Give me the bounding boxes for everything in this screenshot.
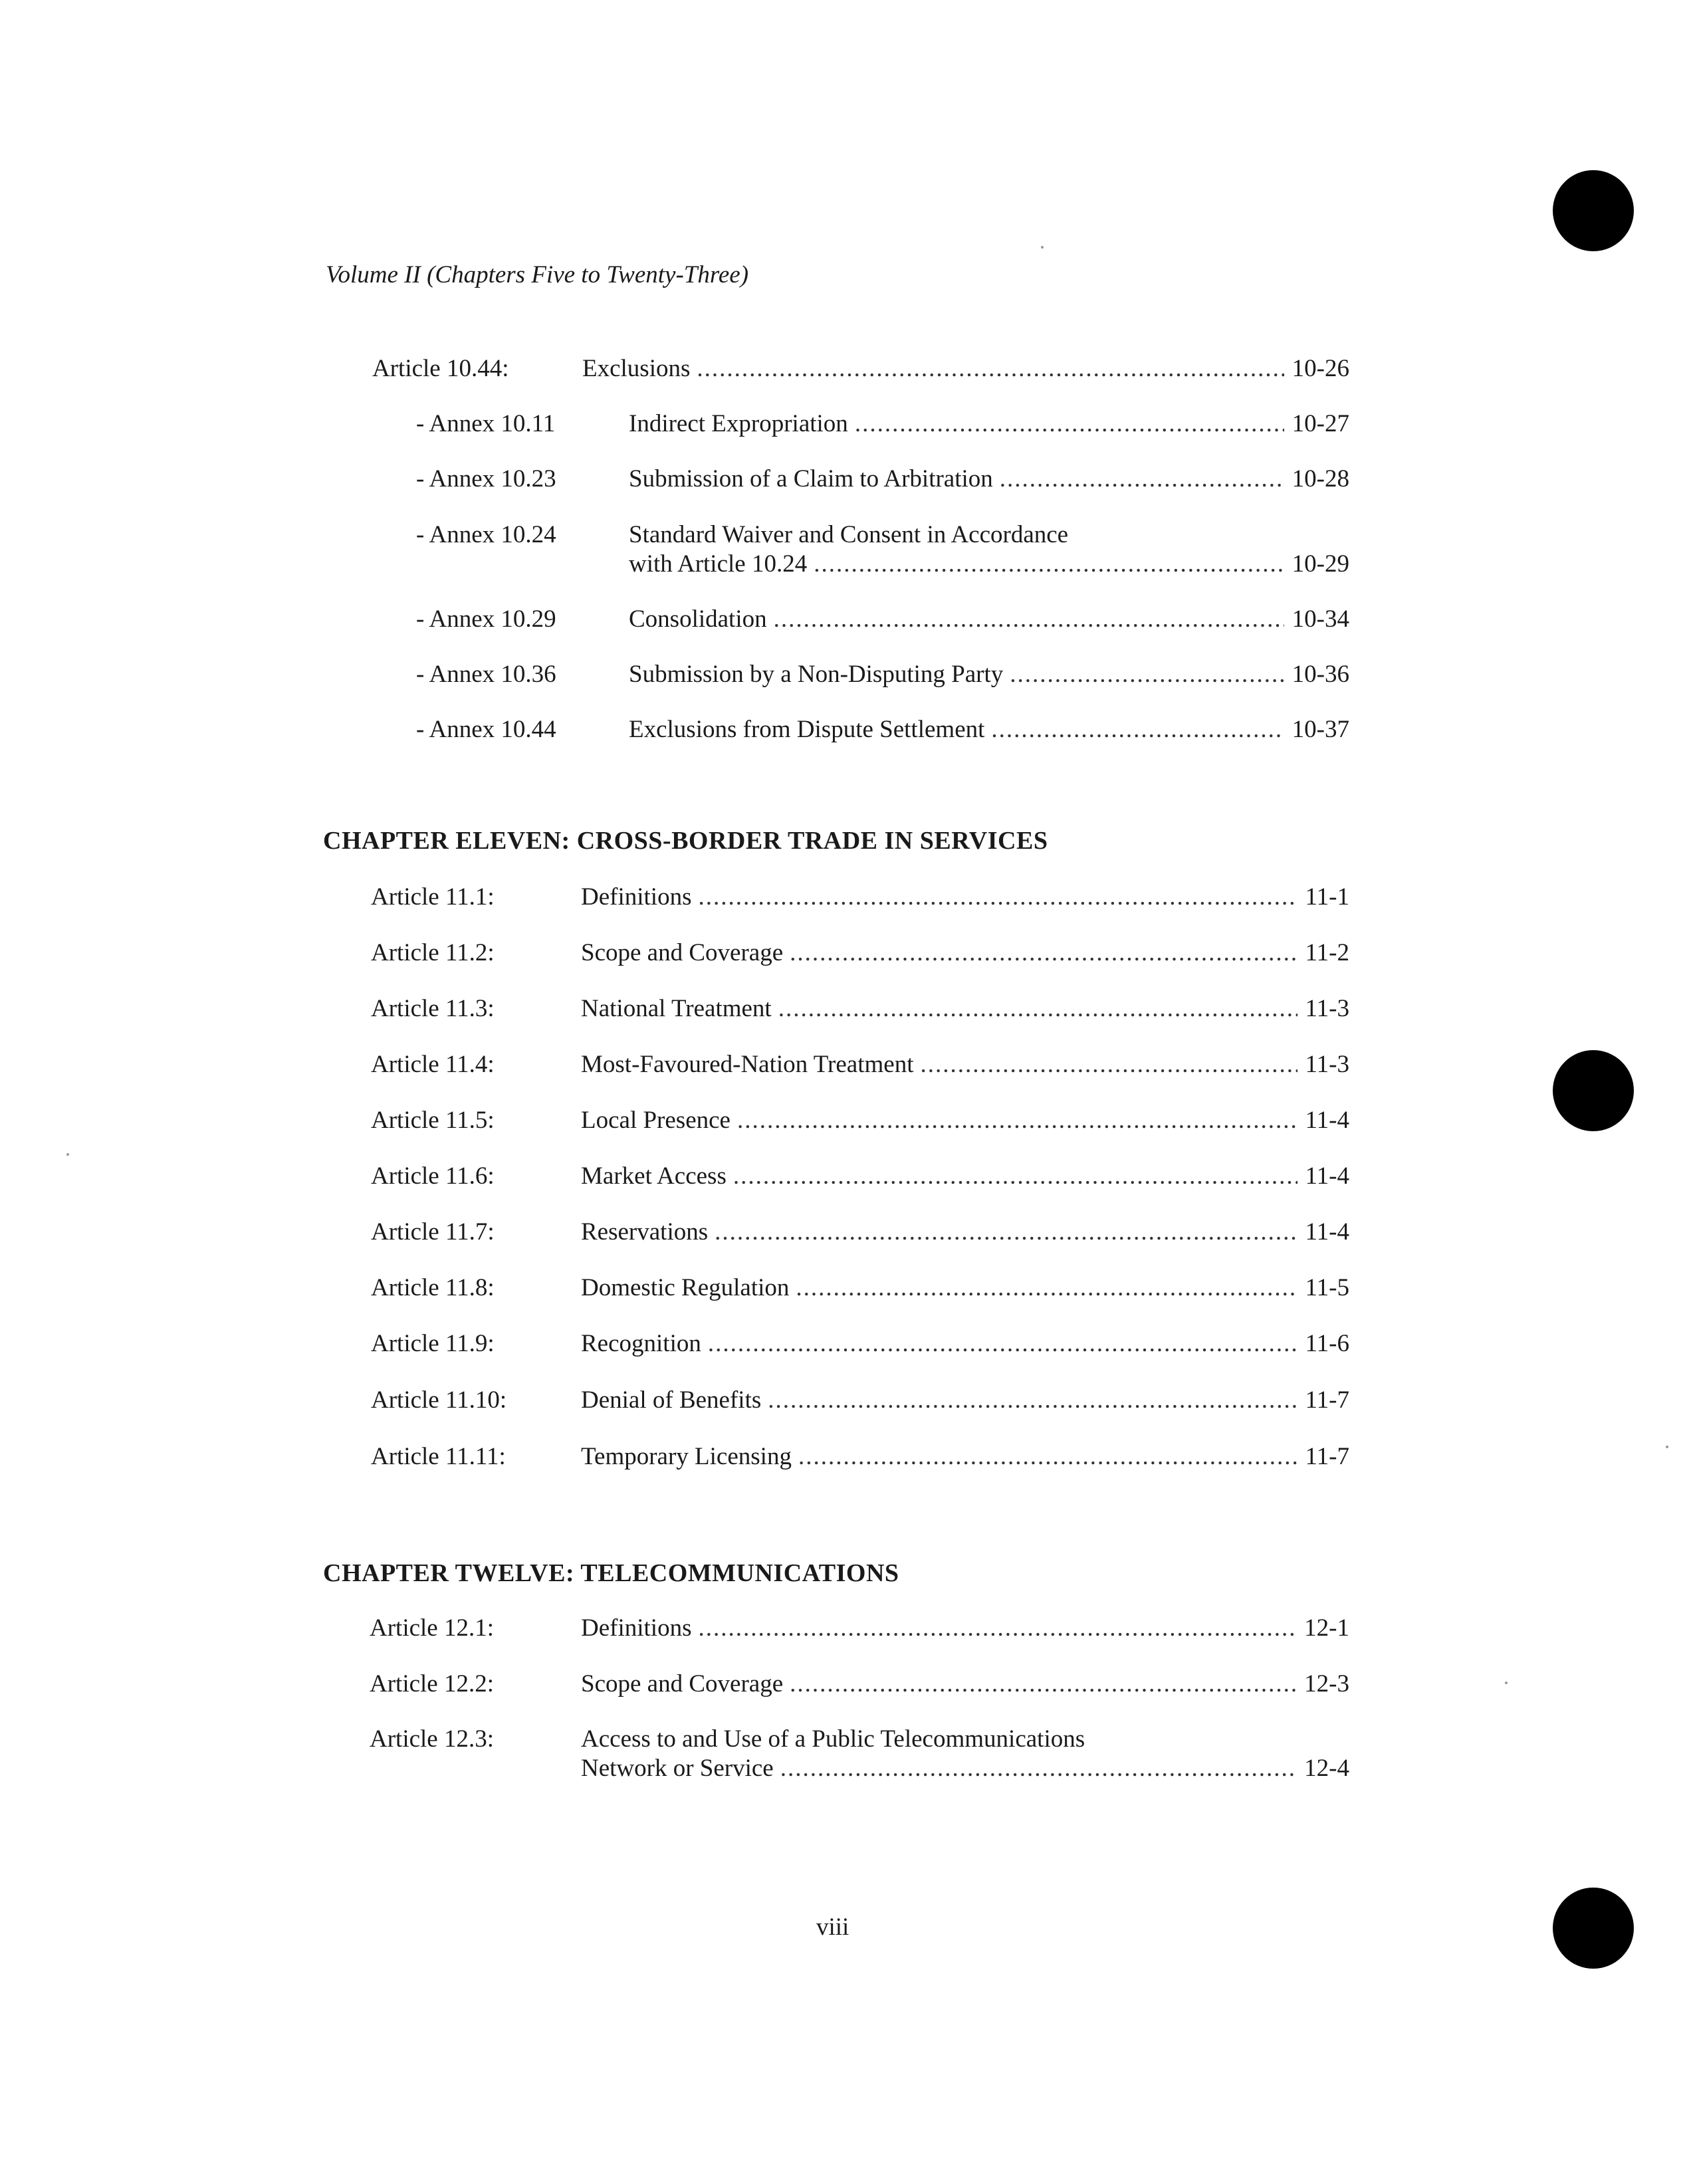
article-title-line1: Access to and Use of a Public Telecommunications — [581, 1725, 1085, 1753]
leader-dots — [855, 409, 1284, 439]
annex-title: Exclusions from Dispute Settlement — [629, 716, 985, 743]
binder-hole-middle — [1553, 1050, 1634, 1131]
toc-entry — [371, 1049, 1349, 1080]
article-title: Local Presence — [581, 1107, 731, 1134]
article-number: Article 11.9: — [371, 1330, 495, 1357]
leader-dots — [778, 994, 1298, 1024]
toc-entry — [370, 1725, 1349, 1784]
toc-entry — [371, 1329, 1349, 1359]
page-reference: 10-34 — [1292, 605, 1349, 633]
article-number: Article 11.5: — [371, 1107, 495, 1134]
toc-entry — [370, 1613, 1349, 1644]
annex-title-line1: Standard Waiver and Consent in Accordance — [629, 521, 1069, 548]
binder-hole-top — [1553, 170, 1634, 251]
toc-entry — [371, 1217, 1349, 1248]
chapter-heading: CHAPTER ELEVEN: CROSS-BORDER TRADE IN SERVICES — [323, 827, 1048, 855]
binder-hole-bottom — [1553, 1888, 1634, 1969]
page-number: viii — [816, 1913, 849, 1941]
toc-entry — [416, 714, 1349, 745]
leader-dots — [698, 882, 1297, 913]
page-reference: 11-7 — [1305, 1443, 1349, 1470]
toc-entry — [371, 882, 1349, 913]
annex-number: - Annex 10.44 — [416, 716, 556, 743]
toc-entry — [416, 659, 1349, 690]
leader-dots — [790, 938, 1297, 968]
article-number: Article 11.10: — [371, 1386, 507, 1414]
page-reference: 11-5 — [1305, 1274, 1349, 1301]
page-reference: 10-37 — [1292, 716, 1349, 743]
toc-entry — [371, 938, 1349, 968]
leader-dots — [698, 1613, 1296, 1644]
annex-title: Submission of a Claim to Arbitration — [629, 465, 993, 492]
article-number: Article 11.11: — [371, 1443, 506, 1470]
page-reference: 11-4 — [1305, 1218, 1349, 1246]
toc-entry — [416, 409, 1349, 439]
scan-speck — [66, 1153, 69, 1156]
leader-dots — [798, 1442, 1298, 1472]
page-reference: 10-26 — [1292, 355, 1349, 382]
page-reference: 11-4 — [1305, 1107, 1349, 1134]
page-reference: 10-27 — [1292, 410, 1349, 437]
article-number: Article 11.8: — [371, 1274, 495, 1301]
article-number: Article 11.3: — [371, 995, 495, 1022]
leader-dots — [768, 1385, 1297, 1416]
article-number: Article 11.1: — [371, 883, 495, 911]
annex-title: Consolidation — [629, 605, 767, 633]
page-reference: 10-29 — [1292, 550, 1349, 578]
toc-entry — [416, 521, 1349, 580]
leader-dots — [697, 354, 1284, 384]
annex-title: with Article 10.24 — [629, 550, 808, 578]
article-title: Reservations — [581, 1218, 709, 1246]
article-number: Article 12.3: — [370, 1725, 495, 1753]
article-number: Article 12.2: — [370, 1670, 495, 1697]
annex-number: - Annex 10.36 — [416, 661, 556, 688]
page-reference: 11-6 — [1305, 1330, 1349, 1357]
article-title: Denial of Benefits — [581, 1386, 762, 1414]
leader-dots — [920, 1049, 1297, 1080]
article-title: Definitions — [581, 1614, 692, 1642]
toc-entry — [371, 1385, 1349, 1416]
annex-number: - Annex 10.23 — [416, 465, 556, 492]
article-number: Article 11.4: — [371, 1051, 495, 1078]
article-title: National Treatment — [581, 995, 772, 1022]
leader-dots — [814, 549, 1284, 580]
annex-number: - Annex 10.11 — [416, 410, 556, 437]
leader-dots — [774, 604, 1284, 635]
page-reference: 11-4 — [1305, 1162, 1349, 1190]
leader-dots — [737, 1105, 1298, 1136]
page-reference: 11-7 — [1305, 1386, 1349, 1414]
page-reference: 11-3 — [1305, 995, 1349, 1022]
page-reference: 10-28 — [1292, 465, 1349, 492]
chapter-heading: CHAPTER TWELVE: TELECOMMUNICATIONS — [323, 1559, 899, 1587]
article-title: Scope and Coverage — [581, 939, 784, 966]
page-reference: 11-2 — [1305, 939, 1349, 966]
article-title: Scope and Coverage — [581, 1670, 784, 1697]
annex-number: - Annex 10.24 — [416, 521, 556, 548]
leader-dots — [790, 1669, 1296, 1699]
leader-dots — [733, 1161, 1298, 1192]
article-number: Article 11.7: — [371, 1218, 495, 1246]
toc-entry — [370, 1669, 1349, 1699]
article-number: Article 11.6: — [371, 1162, 495, 1190]
leader-dots — [708, 1329, 1298, 1359]
article-title: Most-Favoured-Nation Treatment — [581, 1051, 914, 1078]
page-reference: 11-3 — [1305, 1051, 1349, 1078]
toc-entry — [371, 1105, 1349, 1136]
toc-entry — [371, 994, 1349, 1024]
toc-entry — [416, 464, 1349, 494]
article-number: Article 11.2: — [371, 939, 495, 966]
page-reference: 12-1 — [1304, 1614, 1349, 1642]
annex-title: Indirect Expropriation — [629, 410, 848, 437]
toc-entry — [371, 1273, 1349, 1303]
toc-entry — [371, 1442, 1349, 1472]
toc-entry — [416, 604, 1349, 635]
leader-dots — [796, 1273, 1297, 1303]
leader-dots — [780, 1753, 1296, 1784]
toc-entry — [372, 354, 1349, 384]
annex-title: Submission by a Non-Disputing Party — [629, 661, 1004, 688]
article-title: Market Access — [581, 1162, 727, 1190]
page-reference: 10-36 — [1292, 661, 1349, 688]
annex-number: - Annex 10.29 — [416, 605, 556, 633]
page-reference: 11-1 — [1305, 883, 1349, 911]
article-title: Definitions — [581, 883, 692, 911]
toc-entry — [371, 1161, 1349, 1192]
article-title: Recognition — [581, 1330, 701, 1357]
scan-speck — [1041, 246, 1044, 249]
article-title: Network or Service — [581, 1755, 774, 1782]
scan-speck — [1666, 1446, 1668, 1448]
article-title: Domestic Regulation — [581, 1274, 790, 1301]
article-title: Temporary Licensing — [581, 1443, 792, 1470]
volume-header: Volume II (Chapters Five to Twenty-Three) — [326, 261, 749, 288]
leader-dots — [991, 714, 1284, 745]
leader-dots — [1000, 464, 1284, 494]
article-number: Article 10.44: — [372, 355, 509, 382]
article-title: Exclusions — [582, 355, 691, 382]
page-reference: 12-3 — [1304, 1670, 1349, 1697]
article-number: Article 12.1: — [370, 1614, 495, 1642]
leader-dots — [1010, 659, 1284, 690]
scan-speck — [1505, 1682, 1508, 1684]
leader-dots — [715, 1217, 1297, 1248]
page-reference: 12-4 — [1304, 1755, 1349, 1782]
